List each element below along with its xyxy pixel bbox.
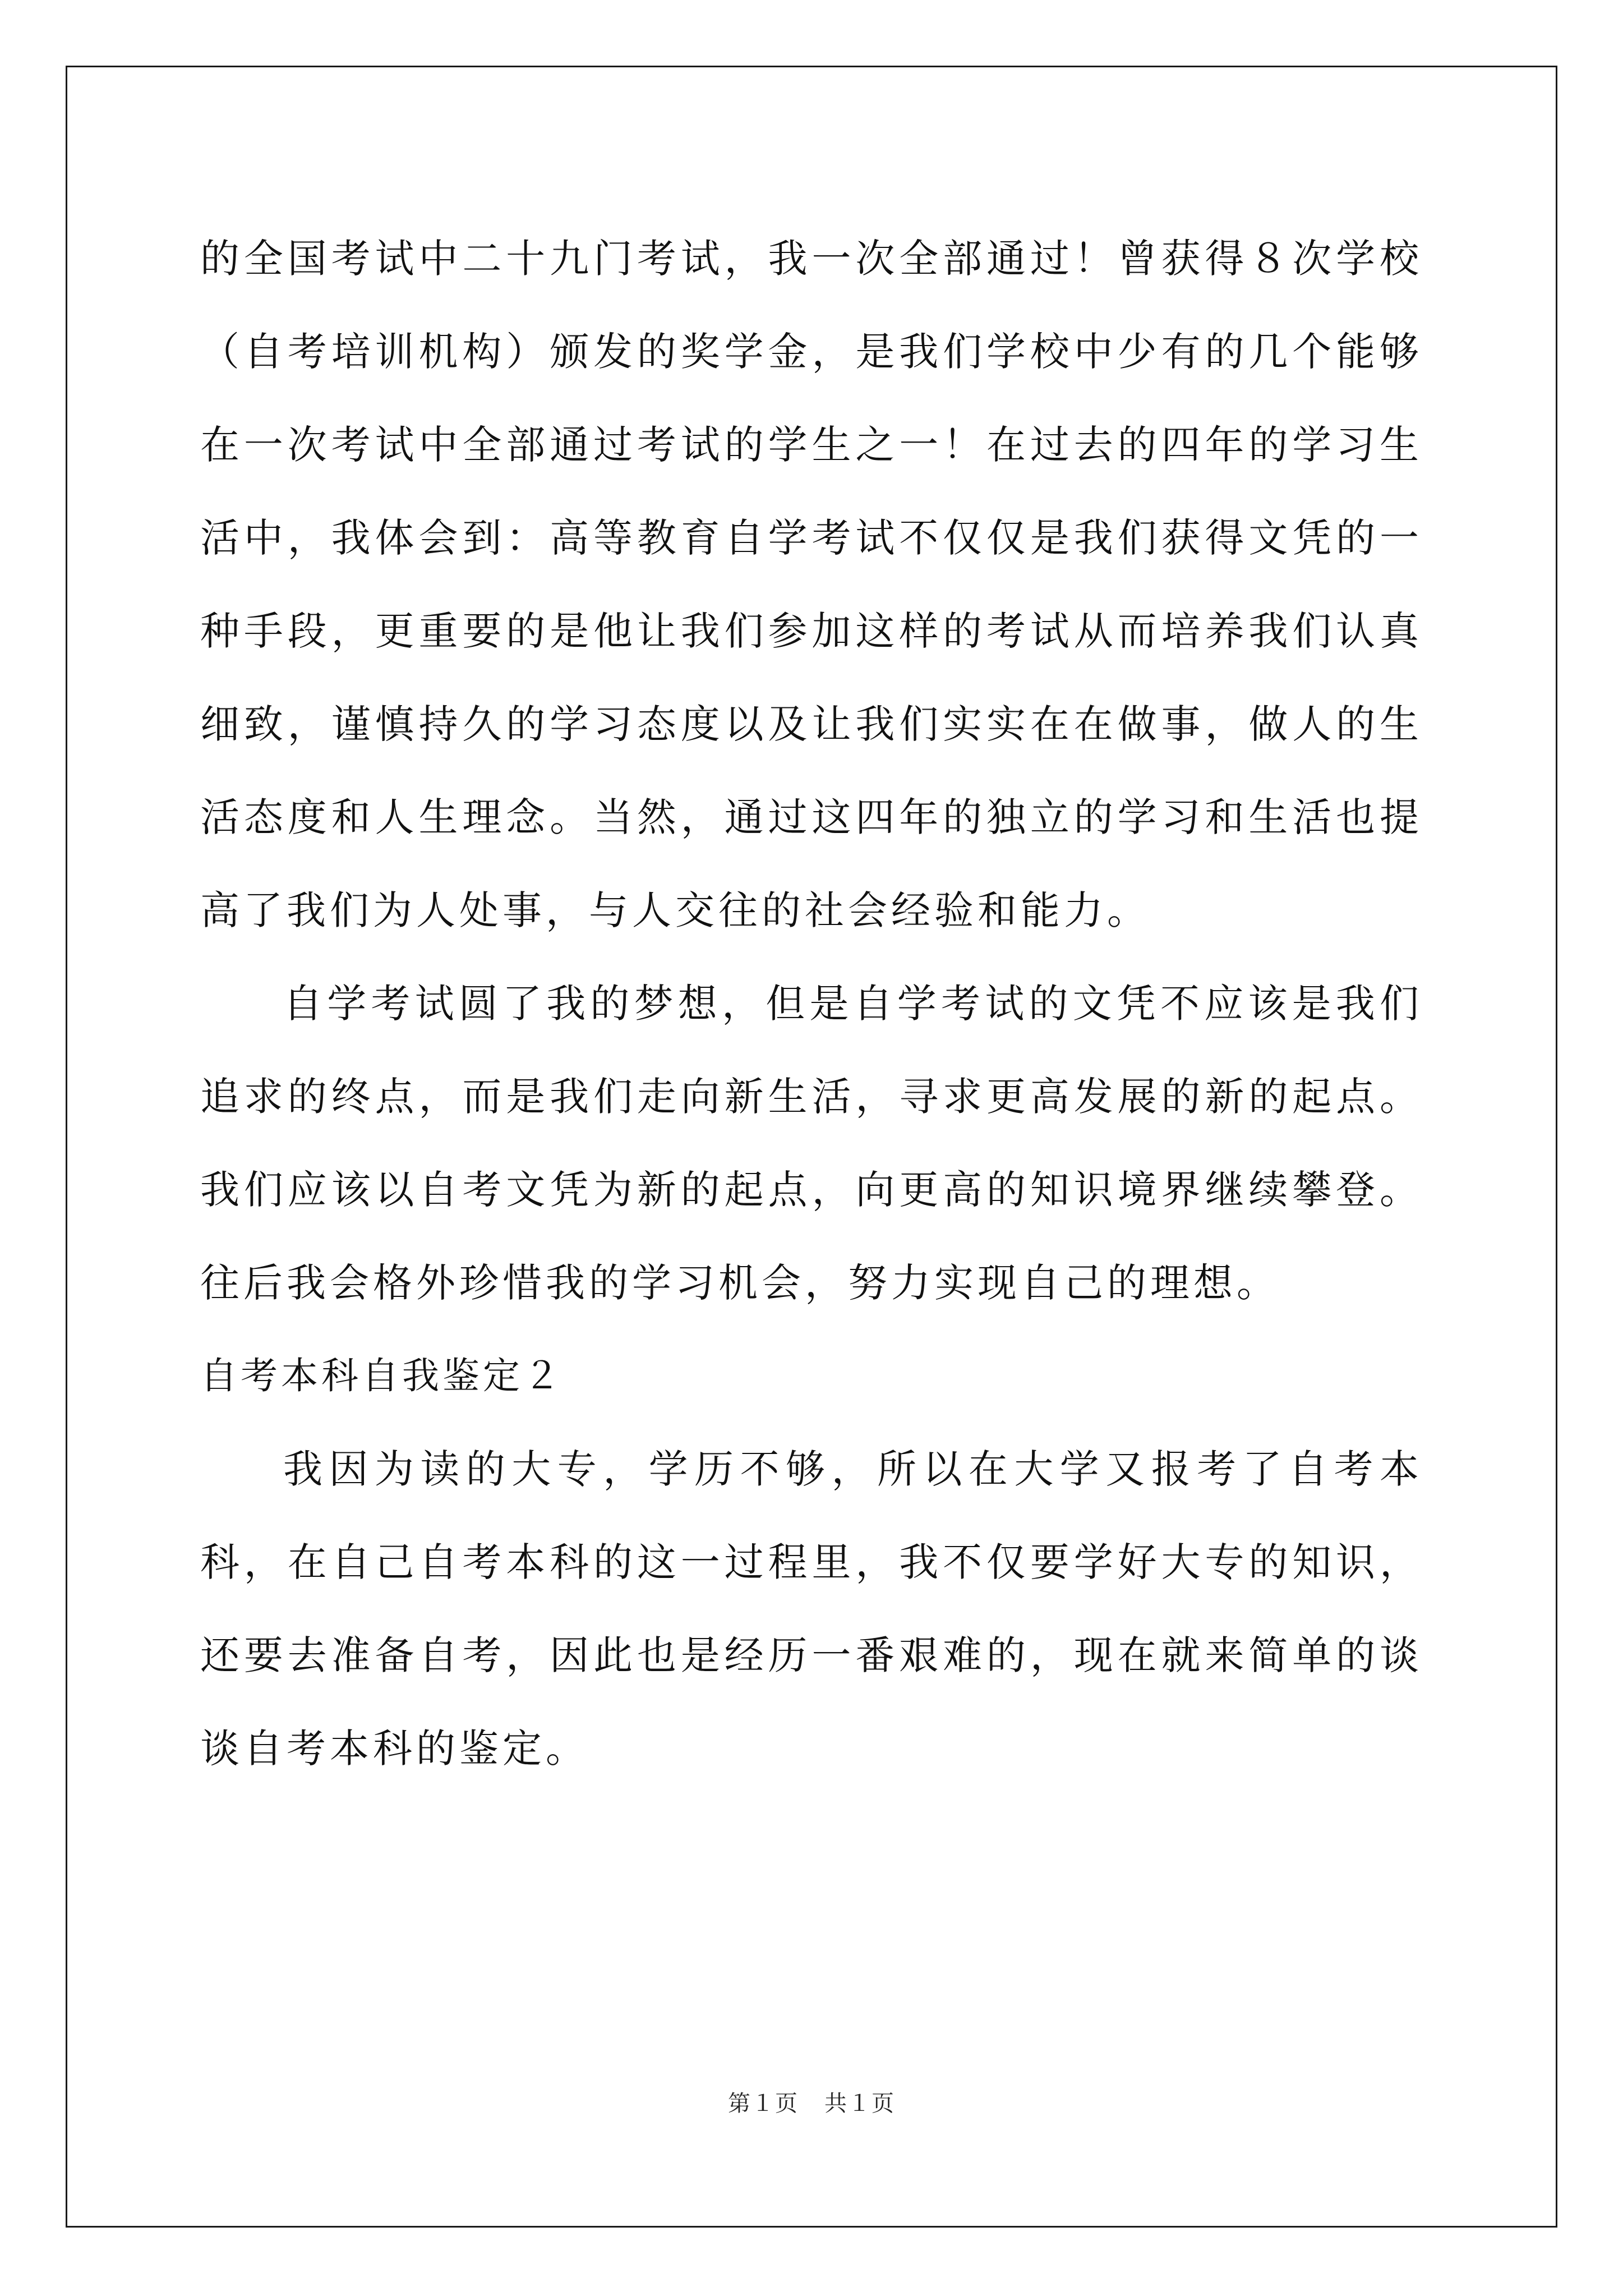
section-heading: 自考本科自我鉴定２: [200, 1354, 564, 1397]
paragraph-2: 自学考试圆了我的梦想，但是自学考试的文凭不应该是我们追求的终点，而是我们走向新生活，寻求更高发展的新的起点。我们应该以自考文凭为新的起点，向更高的知识境界继续攀登。往后我会格外珍惜我的学习机会，努力实现自己的理想。: [200, 981, 1423, 1306]
page-total: 共１页: [824, 2091, 895, 2116]
page-footer: [0, 2086, 1623, 2118]
document-body: [200, 212, 1423, 1795]
page-number: 第１页: [728, 2091, 799, 2116]
paragraph-3: 我因为读的大专，学历不够，所以在大学又报考了自考本科，在自己自考本科的这一过程里，我不仅要学好大专的知识，还要去准备自考，因此也是经历一番艰难的，现在就来简单的谈谈自考本科的鉴定。: [200, 1446, 1423, 1772]
paragraph-1: 的全国考试中二十九门考试，我一次全部通过！曾获得８次学校（自考培训机构）颁发的奖学金，是我们学校中少有的几个能够在一次考试中全部通过考试的学生之一！在过去的四年的学习生活中，我体会到：高等教育自学考试不仅仅是我们获得文凭的一种手段，更重要的是他让我们参加这样的考试从而培养我们认真细致，谨慎持久的学习态度以及让我们实实在在做事，做人的生活态度和人生理念。当然，通过这四年的独立的学习和生活也提高了我们为人处事，与人交往的社会经验和能力。: [200, 236, 1423, 933]
